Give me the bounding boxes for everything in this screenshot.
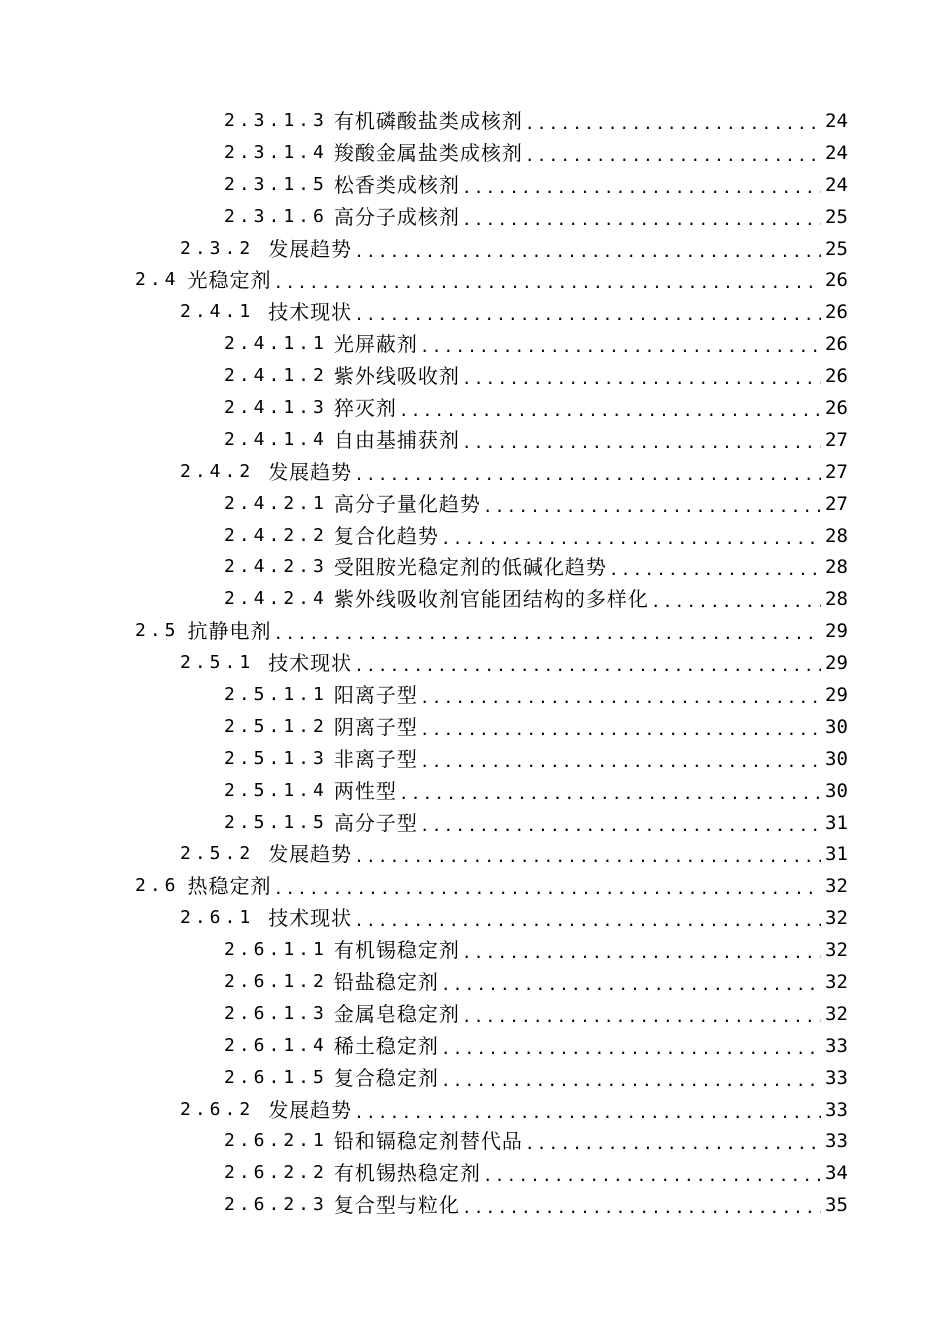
toc-entry-page: 28 xyxy=(825,524,848,547)
toc-entry-number: 2.6.1.1 xyxy=(224,939,328,961)
toc-entry-page: 24 xyxy=(825,173,848,196)
toc-entry-title: 两性型 xyxy=(333,778,397,803)
toc-dot-leader xyxy=(462,431,821,455)
toc-dot-leader xyxy=(354,654,821,678)
toc-entry-title: 有机锡热稳定剂 xyxy=(333,1161,481,1186)
toc-entry-number: 2.6.2.1 xyxy=(224,1130,328,1152)
toc-entry[interactable] xyxy=(0,743,950,775)
toc-entry-number: 2.6.1.2 xyxy=(224,970,328,992)
toc-dot-leader xyxy=(420,335,821,359)
toc-entry-title: 抗静电剂 xyxy=(187,619,272,644)
toc-entry[interactable] xyxy=(0,424,950,456)
toc-entry-title: 金属皂稳定剂 xyxy=(333,1001,460,1026)
toc-dot-leader xyxy=(274,622,821,646)
toc-entry-number: 2.6.1.3 xyxy=(224,1002,328,1024)
toc-entry[interactable] xyxy=(0,360,950,392)
toc-entry-page: 35 xyxy=(825,1194,848,1217)
toc-dot-leader xyxy=(399,399,821,423)
toc-entry[interactable] xyxy=(0,201,950,233)
toc-entry-number: 2.3.1.3 xyxy=(224,109,328,131)
table-of-contents xyxy=(0,105,950,1221)
toc-entry-number: 2.5.1 xyxy=(180,652,255,674)
toc-entry[interactable] xyxy=(0,296,950,328)
toc-entry[interactable] xyxy=(0,1030,950,1062)
toc-entry-number: 2.5.1.2 xyxy=(224,715,328,737)
toc-entry[interactable] xyxy=(0,838,950,870)
toc-entry-page: 27 xyxy=(825,428,848,451)
toc-dot-leader xyxy=(354,1101,821,1125)
toc-entry-number: 2.4.1.4 xyxy=(224,428,328,450)
toc-entry[interactable] xyxy=(0,934,950,966)
toc-entry-page: 30 xyxy=(825,715,848,738)
toc-dot-leader xyxy=(483,495,821,519)
toc-entry[interactable] xyxy=(0,615,950,647)
toc-entry-page: 31 xyxy=(825,843,848,866)
toc-entry-page: 25 xyxy=(825,237,848,260)
toc-entry-number: 2.6.1 xyxy=(180,907,255,929)
toc-entry[interactable] xyxy=(0,1126,950,1158)
toc-entry-number: 2.4.2.4 xyxy=(224,588,328,610)
toc-entry-title: 非离子型 xyxy=(333,746,418,771)
toc-entry[interactable] xyxy=(0,488,950,520)
toc-entry-number: 2.3.2 xyxy=(180,237,255,259)
toc-entry-page: 28 xyxy=(825,588,848,611)
toc-dot-leader xyxy=(420,718,821,742)
toc-dot-leader xyxy=(420,686,821,710)
toc-entry-title: 高分子成核剂 xyxy=(333,204,460,229)
toc-entry-title: 高分子量化趋势 xyxy=(333,491,481,516)
toc-entry[interactable] xyxy=(0,264,950,296)
toc-entry-title: 技术现状 xyxy=(268,906,353,931)
toc-entry-title: 技术现状 xyxy=(268,651,353,676)
toc-entry-page: 26 xyxy=(825,333,848,356)
toc-entry[interactable] xyxy=(0,711,950,743)
toc-entry-page: 34 xyxy=(825,1162,848,1185)
toc-entry-number: 2.4.2.1 xyxy=(224,492,328,514)
toc-entry[interactable] xyxy=(0,233,950,265)
toc-dot-leader xyxy=(441,973,821,997)
toc-entry-page: 29 xyxy=(825,620,848,643)
toc-entry[interactable] xyxy=(0,551,950,583)
toc-entry-title: 受阻胺光稳定剂的低碱化趋势 xyxy=(333,555,607,580)
toc-entry-page: 33 xyxy=(825,1098,848,1121)
toc-entry-page: 26 xyxy=(825,269,848,292)
toc-entry-title: 光屏蔽剂 xyxy=(333,332,418,357)
toc-entry[interactable] xyxy=(0,1094,950,1126)
toc-entry[interactable] xyxy=(0,456,950,488)
toc-entry-title: 紫外线吸收剂官能团结构的多样化 xyxy=(333,587,649,612)
toc-entry[interactable] xyxy=(0,137,950,169)
toc-entry[interactable] xyxy=(0,679,950,711)
toc-entry-number: 2.4 xyxy=(135,269,180,291)
toc-entry-title: 阴离子型 xyxy=(333,714,418,739)
toc-dot-leader xyxy=(462,1196,821,1220)
toc-entry-page: 32 xyxy=(825,1002,848,1025)
toc-entry-page: 26 xyxy=(825,301,848,324)
toc-entry-title: 自由基捕获剂 xyxy=(333,427,460,452)
toc-entry-page: 27 xyxy=(825,492,848,515)
toc-entry-title: 技术现状 xyxy=(268,300,353,325)
toc-entry[interactable] xyxy=(0,105,950,137)
toc-entry-page: 26 xyxy=(825,365,848,388)
toc-entry[interactable] xyxy=(0,583,950,615)
toc-entry-number: 2.3.1.5 xyxy=(224,173,328,195)
toc-dot-leader xyxy=(274,877,821,901)
toc-entry[interactable] xyxy=(0,647,950,679)
toc-entry-page: 33 xyxy=(825,1034,848,1057)
toc-dot-leader xyxy=(441,1037,821,1061)
toc-entry[interactable] xyxy=(0,1157,950,1189)
toc-dot-leader xyxy=(462,1005,821,1029)
toc-entry[interactable] xyxy=(0,520,950,552)
toc-entry-page: 31 xyxy=(825,811,848,834)
toc-entry-number: 2.6.2 xyxy=(180,1098,255,1120)
toc-entry-number: 2.4.2 xyxy=(180,460,255,482)
toc-entry-page: 25 xyxy=(825,205,848,228)
toc-dot-leader xyxy=(462,176,821,200)
toc-dot-leader xyxy=(420,750,821,774)
toc-dot-leader xyxy=(354,845,821,869)
toc-entry-number: 2.6.2.2 xyxy=(224,1162,328,1184)
toc-entry-number: 2.3.1.6 xyxy=(224,205,328,227)
toc-dot-leader xyxy=(651,590,821,614)
toc-entry-page: 29 xyxy=(825,683,848,706)
toc-dot-leader xyxy=(399,782,821,806)
toc-dot-leader xyxy=(354,463,821,487)
toc-entry-title: 光稳定剂 xyxy=(187,268,272,293)
toc-entry-number: 2.5.2 xyxy=(180,843,255,865)
toc-dot-leader xyxy=(462,208,821,232)
toc-entry-number: 2.6.2.3 xyxy=(224,1194,328,1216)
toc-entry-page: 26 xyxy=(825,396,848,419)
toc-entry-title: 铅盐稳定剂 xyxy=(333,969,439,994)
toc-dot-leader xyxy=(525,144,821,168)
toc-dot-leader xyxy=(274,271,821,295)
toc-dot-leader xyxy=(462,367,821,391)
toc-entry[interactable] xyxy=(0,966,950,998)
toc-entry-page: 30 xyxy=(825,747,848,770)
toc-entry-title: 高分子型 xyxy=(333,810,418,835)
toc-entry[interactable] xyxy=(0,870,950,902)
toc-entry-title: 复合稳定剂 xyxy=(333,1065,439,1090)
toc-dot-leader xyxy=(525,1132,821,1156)
toc-entry-title: 猝灭剂 xyxy=(333,395,397,420)
toc-entry-title: 紫外线吸收剂 xyxy=(333,364,460,389)
toc-entry-number: 2.3.1.4 xyxy=(224,141,328,163)
toc-entry-number: 2.4.1.3 xyxy=(224,396,328,418)
toc-entry-title: 发展趋势 xyxy=(268,1097,353,1122)
toc-entry-number: 2.5.1.1 xyxy=(224,683,328,705)
toc-entry-title: 复合化趋势 xyxy=(333,523,439,548)
toc-entry-page: 32 xyxy=(825,907,848,930)
toc-entry-title: 有机锡稳定剂 xyxy=(333,938,460,963)
toc-dot-leader xyxy=(354,909,821,933)
toc-entry[interactable] xyxy=(0,169,950,201)
toc-entry-title: 稀土稳定剂 xyxy=(333,1033,439,1058)
toc-entry-title: 铅和镉稳定剂替代品 xyxy=(333,1129,523,1154)
toc-entry-number: 2.4.1.1 xyxy=(224,333,328,355)
toc-dot-leader xyxy=(441,527,821,551)
toc-dot-leader xyxy=(354,240,821,264)
toc-entry-title: 松香类成核剂 xyxy=(333,172,460,197)
toc-entry-number: 2.5.1.5 xyxy=(224,811,328,833)
toc-entry-page: 33 xyxy=(825,1066,848,1089)
toc-entry-page: 33 xyxy=(825,1130,848,1153)
toc-dot-leader xyxy=(441,1069,821,1093)
toc-entry[interactable] xyxy=(0,998,950,1030)
toc-entry-number: 2.6.1.5 xyxy=(224,1066,328,1088)
toc-entry[interactable] xyxy=(0,328,950,360)
toc-entry-page: 32 xyxy=(825,970,848,993)
toc-entry-number: 2.4.1.2 xyxy=(224,365,328,387)
toc-entry-title: 羧酸金属盐类成核剂 xyxy=(333,140,523,165)
toc-entry-page: 27 xyxy=(825,460,848,483)
toc-entry-page: 24 xyxy=(825,141,848,164)
toc-dot-leader xyxy=(525,112,821,136)
toc-dot-leader xyxy=(420,814,821,838)
toc-entry-page: 24 xyxy=(825,109,848,132)
toc-entry-title: 发展趋势 xyxy=(268,842,353,867)
toc-entry-number: 2.4.2.3 xyxy=(224,556,328,578)
toc-entry-page: 30 xyxy=(825,779,848,802)
toc-entry[interactable] xyxy=(0,775,950,807)
toc-entry-page: 29 xyxy=(825,652,848,675)
toc-entry-number: 2.5 xyxy=(135,620,180,642)
toc-entry-title: 发展趋势 xyxy=(268,236,353,261)
toc-entry-number: 2.6.1.4 xyxy=(224,1034,328,1056)
toc-dot-leader xyxy=(354,303,821,327)
toc-entry-page: 32 xyxy=(825,939,848,962)
toc-dot-leader xyxy=(609,558,821,582)
toc-dot-leader xyxy=(462,941,821,965)
toc-entry-number: 2.6 xyxy=(135,875,180,897)
toc-entry-page: 32 xyxy=(825,875,848,898)
toc-entry[interactable] xyxy=(0,392,950,424)
toc-entry[interactable] xyxy=(0,1189,950,1221)
toc-entry-title: 复合型与粒化 xyxy=(333,1193,460,1218)
toc-entry[interactable] xyxy=(0,902,950,934)
toc-entry-title: 发展趋势 xyxy=(268,459,353,484)
toc-entry-number: 2.4.1 xyxy=(180,301,255,323)
toc-entry[interactable] xyxy=(0,807,950,839)
toc-dot-leader xyxy=(483,1164,821,1188)
toc-entry-number: 2.5.1.3 xyxy=(224,747,328,769)
toc-entry-number: 2.5.1.4 xyxy=(224,779,328,801)
toc-entry-title: 阳离子型 xyxy=(333,682,418,707)
toc-entry[interactable] xyxy=(0,1062,950,1094)
toc-entry-title: 有机磷酸盐类成核剂 xyxy=(333,108,523,133)
toc-entry-page: 28 xyxy=(825,556,848,579)
toc-entry-title: 热稳定剂 xyxy=(187,874,272,899)
toc-entry-number: 2.4.2.2 xyxy=(224,524,328,546)
